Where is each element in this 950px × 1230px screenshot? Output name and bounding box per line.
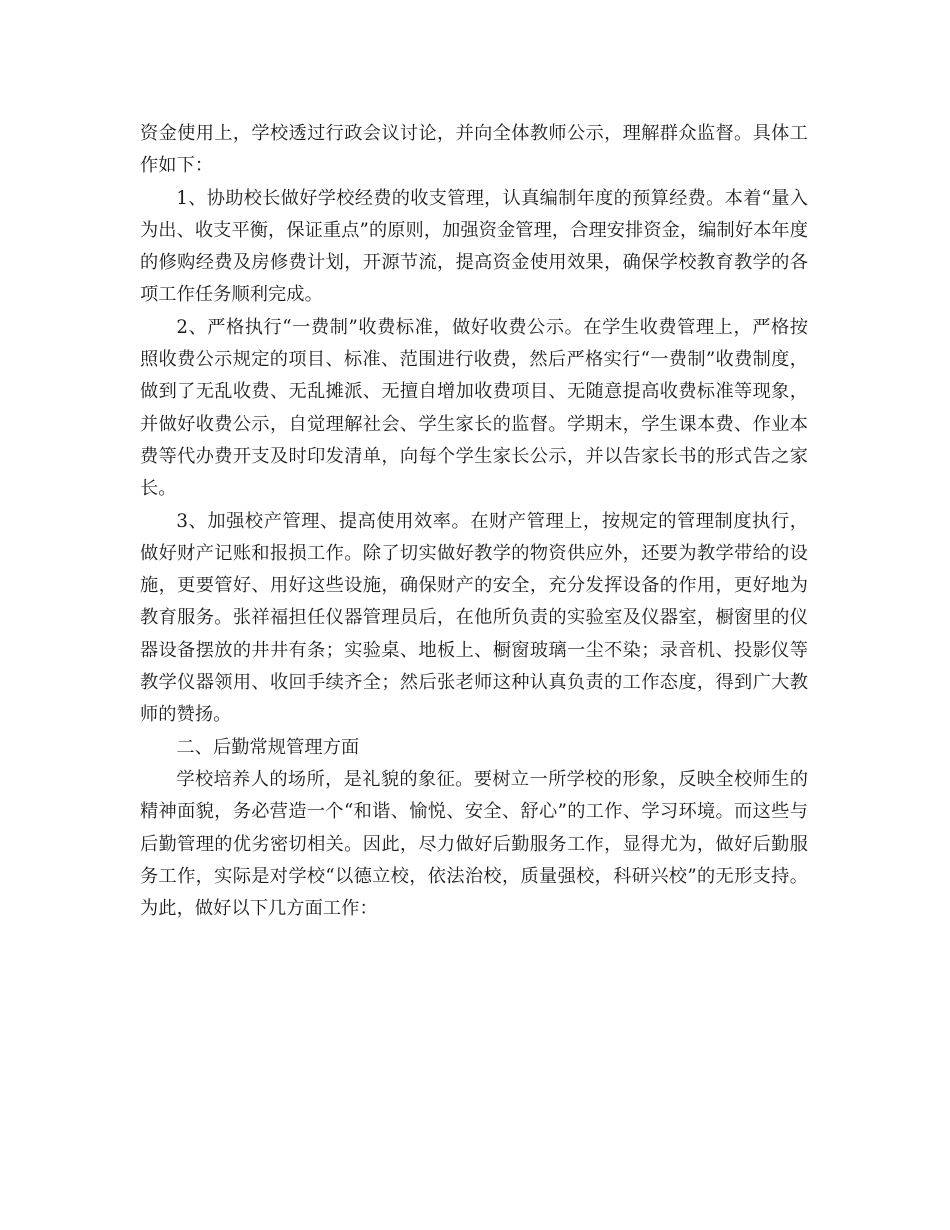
paragraph-logistics-intro: 学校培养人的场所，是礼貌的象征。要树立一所学校的形象，反映全校师生的精神面貌，务必营造一个“和谐、愉悦、安全、舒心”的工作、学习环境。而这些与后勤管理的优劣密切相关。因此，尽力做好后勤服务工作，显得尤为，做好后勤服务工作，实际是对学校“以德立校，依法治校，质量强校，科研兴校”的无形支持。为此，做好以下几方面工作： (140, 768, 808, 920)
document-body (140, 118, 808, 925)
paragraph-funds-intro: 资金使用上，学校透过行政会议讨论，并向全体教师公示，理解群众监督。具体工作如下： (140, 123, 808, 177)
section-heading-logistics: 二、后勤常规管理方面 (176, 736, 360, 758)
paragraph-item-1-budget: 1、协助校长做好学校经费的收支管理，认真编制年度的预算经费。本着“量入为出、收支平衡，保证重点”的原则，加强资金管理，合理安排资金，编制好本年度的修购经费及房修费计划，开源节流，提高资金使用效果，确保学校教育教学的各项工作任务顺利完成。 (140, 187, 808, 306)
paragraph-item-3-assets: 3、加强校产管理、提高使用效率。在财产管理上，按规定的管理制度执行，做好财产记账和报损工作。除了切实做好教学的物资供应外，还要为教学带给的设施，更要管好、用好这些设施，确保财产的安全，充分发挥设备的作用，更好地为教育服务。张祥福担任仪器管理员后，在他所负责的实验室及仪器室，橱窗里的仪器设备摆放的井井有条；实验桌、地板上、橱窗玻璃一尘不染；录音机、投影仪等教学仪器领用、收回手续齐全；然后张老师这种认真负责的工作态度，得到广大教师的赞扬。 (140, 510, 808, 726)
paragraph-item-2-fees: 2、严格执行“一费制”收费标准，做好收费公示。在学生收费管理上，严格按照收费公示规定的项目、标准、范围进行收费，然后严格实行“一费制”收费制度，做到了无乱收费、无乱摊派、无擅自增加收费项目、无随意提高收费标准等现象，并做好收费公示，自觉理解社会、学生家长的监督。学期末，学生课本费、作业本费等代办费开支及时印发清单，向每个学生家长公示，并以告家长书的形式告之家长。 (140, 316, 808, 500)
